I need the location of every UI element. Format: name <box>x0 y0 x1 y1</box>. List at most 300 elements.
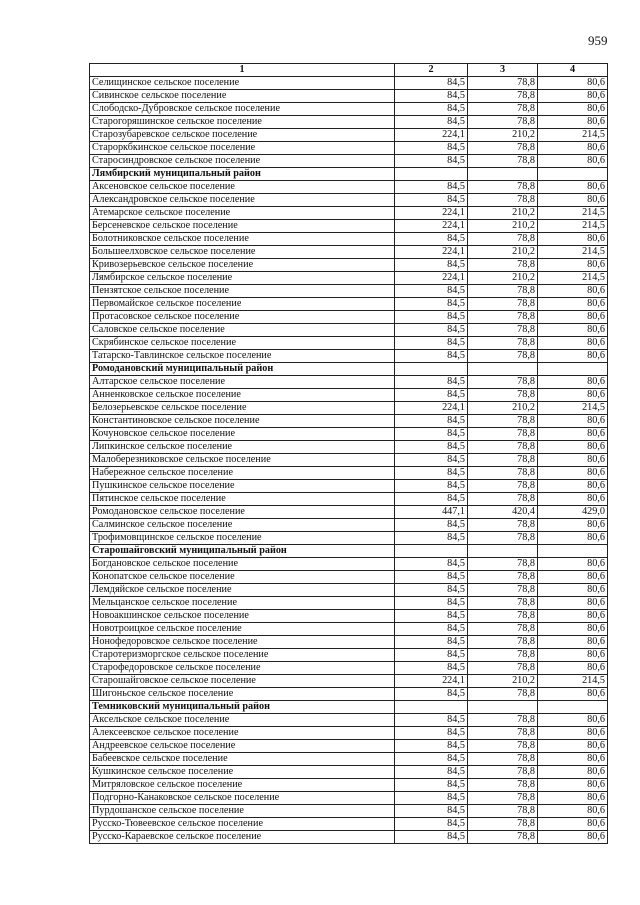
value-col-3: 78,8 <box>468 285 538 298</box>
table-row <box>90 415 608 428</box>
settlement-name: Старосиндровское сельское поселение <box>90 155 395 168</box>
settlement-name: Ромодановское сельское поселение <box>90 506 395 519</box>
settlement-name: Митряловское сельское поселение <box>90 779 395 792</box>
value-col-3: 78,8 <box>468 376 538 389</box>
value-col-4: 429,0 <box>538 506 608 519</box>
value-col-3: 78,8 <box>468 714 538 727</box>
settlement-name: Белозерьевское сельское поселение <box>90 402 395 415</box>
value-col-2: 84,5 <box>395 571 468 584</box>
table-row <box>90 506 608 519</box>
value-col-3: 78,8 <box>468 415 538 428</box>
table-row <box>90 181 608 194</box>
value-col-3: 78,8 <box>468 155 538 168</box>
settlement-name: Старотеризморгское сельское поселение <box>90 649 395 662</box>
value-col-3: 78,8 <box>468 493 538 506</box>
district-name: Лямбирский муниципальный район <box>90 168 395 181</box>
settlement-name: Андреевское сельское поселение <box>90 740 395 753</box>
value-col-3: 78,8 <box>468 116 538 129</box>
table-row <box>90 207 608 220</box>
table-row <box>90 519 608 532</box>
table-row <box>90 337 608 350</box>
value-col-2: 84,5 <box>395 805 468 818</box>
table-row <box>90 636 608 649</box>
settlement-name: Конопатское сельское поселение <box>90 571 395 584</box>
value-col-3: 78,8 <box>468 311 538 324</box>
value-col-2: 447,1 <box>395 506 468 519</box>
value-col-4: 80,6 <box>538 285 608 298</box>
settlement-name: Пурдошанское сельское поселение <box>90 805 395 818</box>
value-col-4: 80,6 <box>538 116 608 129</box>
value-col-4: 80,6 <box>538 454 608 467</box>
value-col-2: 84,5 <box>395 142 468 155</box>
value-col-4: 80,6 <box>538 805 608 818</box>
value-col-4: 80,6 <box>538 90 608 103</box>
table-row <box>90 766 608 779</box>
value-col-4: 80,6 <box>538 389 608 402</box>
value-col-2: 84,5 <box>395 428 468 441</box>
table-row <box>90 493 608 506</box>
value-col-4: 80,6 <box>538 571 608 584</box>
value-col-4: 80,6 <box>538 441 608 454</box>
value-col-2: 224,1 <box>395 246 468 259</box>
value-col-4: 80,6 <box>538 766 608 779</box>
value-col-3: 78,8 <box>468 441 538 454</box>
value-col-4: 80,6 <box>538 753 608 766</box>
settlement-name: Протасовское сельское поселение <box>90 311 395 324</box>
settlement-name: Александровское сельское поселение <box>90 194 395 207</box>
value-col-4: 80,6 <box>538 584 608 597</box>
settlement-name: Малоберезниковское сельское поселение <box>90 454 395 467</box>
settlement-name: Кривозерьевское сельское поселение <box>90 259 395 272</box>
value-col-4: 80,6 <box>538 298 608 311</box>
empty-cell <box>468 701 538 714</box>
settlement-name: Атемарское сельское поселение <box>90 207 395 220</box>
value-col-4: 80,6 <box>538 623 608 636</box>
value-col-3: 78,8 <box>468 805 538 818</box>
value-col-4: 80,6 <box>538 831 608 844</box>
table-row <box>90 233 608 246</box>
value-col-2: 84,5 <box>395 389 468 402</box>
column-header-2: 2 <box>395 64 468 77</box>
table-row <box>90 532 608 545</box>
settlement-name: Русско-Тювеевское сельское поселение <box>90 818 395 831</box>
value-col-3: 78,8 <box>468 571 538 584</box>
value-col-2: 84,5 <box>395 688 468 701</box>
value-col-4: 80,6 <box>538 415 608 428</box>
value-col-3: 78,8 <box>468 181 538 194</box>
value-col-4: 80,6 <box>538 610 608 623</box>
settlement-name: Подгорно-Канаковское сельское поселение <box>90 792 395 805</box>
table-row <box>90 272 608 285</box>
value-col-2: 84,5 <box>395 90 468 103</box>
table-row <box>90 428 608 441</box>
value-col-4: 214,5 <box>538 220 608 233</box>
settlement-name: Анненковское сельское поселение <box>90 389 395 402</box>
value-col-3: 78,8 <box>468 584 538 597</box>
table-row <box>90 610 608 623</box>
table-row <box>90 688 608 701</box>
table-row <box>90 77 608 90</box>
settlement-name: Большеелховское сельское поселение <box>90 246 395 259</box>
value-col-2: 84,5 <box>395 194 468 207</box>
value-col-4: 80,6 <box>538 532 608 545</box>
settlement-name: Набережное сельское поселение <box>90 467 395 480</box>
settlement-name: Трофимовщинское сельское поселение <box>90 532 395 545</box>
value-col-2: 84,5 <box>395 727 468 740</box>
table-row <box>90 441 608 454</box>
settlement-name: Русско-Караевское сельское поселение <box>90 831 395 844</box>
settlement-name: Константиновское сельское поселение <box>90 415 395 428</box>
table-row <box>90 285 608 298</box>
value-col-3: 78,8 <box>468 389 538 402</box>
settlement-name: Старофедоровское сельское поселение <box>90 662 395 675</box>
value-col-2: 84,5 <box>395 480 468 493</box>
column-header-1: 1 <box>90 64 395 77</box>
value-col-4: 80,6 <box>538 324 608 337</box>
value-col-3: 78,8 <box>468 688 538 701</box>
value-col-2: 84,5 <box>395 376 468 389</box>
table-row <box>90 376 608 389</box>
value-col-4: 80,6 <box>538 714 608 727</box>
district-name: Старошайговский муниципальный район <box>90 545 395 558</box>
table-row <box>90 792 608 805</box>
settlement-name: Нонофедоровское сельское поселение <box>90 636 395 649</box>
table-row <box>90 129 608 142</box>
empty-cell <box>538 545 608 558</box>
settlement-name: Болотниковское сельское поселение <box>90 233 395 246</box>
table-row <box>90 662 608 675</box>
settlement-name: Салминское сельское поселение <box>90 519 395 532</box>
value-col-2: 84,5 <box>395 779 468 792</box>
value-col-3: 210,2 <box>468 129 538 142</box>
value-col-4: 214,5 <box>538 207 608 220</box>
value-col-2: 84,5 <box>395 415 468 428</box>
value-col-4: 80,6 <box>538 77 608 90</box>
value-col-4: 214,5 <box>538 272 608 285</box>
value-col-4: 80,6 <box>538 428 608 441</box>
settlement-name: Аксеновское сельское поселение <box>90 181 395 194</box>
value-col-3: 78,8 <box>468 792 538 805</box>
value-col-3: 78,8 <box>468 519 538 532</box>
value-col-2: 84,5 <box>395 714 468 727</box>
value-col-2: 84,5 <box>395 441 468 454</box>
value-col-3: 78,8 <box>468 597 538 610</box>
value-col-4: 80,6 <box>538 311 608 324</box>
table-row <box>90 584 608 597</box>
table-row <box>90 597 608 610</box>
value-col-2: 84,5 <box>395 636 468 649</box>
value-col-3: 78,8 <box>468 532 538 545</box>
district-row <box>90 168 608 181</box>
settlement-name: Алексеевское сельское поселение <box>90 727 395 740</box>
settlement-name: Старогоряшинское сельское поселение <box>90 116 395 129</box>
settlement-name: Пензятское сельское поселение <box>90 285 395 298</box>
value-col-2: 84,5 <box>395 467 468 480</box>
value-col-3: 78,8 <box>468 233 538 246</box>
settlement-name: Кочуновское сельское поселение <box>90 428 395 441</box>
empty-cell <box>395 363 468 376</box>
table-row <box>90 480 608 493</box>
value-col-3: 78,8 <box>468 818 538 831</box>
value-col-4: 80,6 <box>538 597 608 610</box>
value-col-3: 78,8 <box>468 649 538 662</box>
value-col-4: 214,5 <box>538 246 608 259</box>
settlement-name: Староркбкинское сельское поселение <box>90 142 395 155</box>
empty-cell <box>468 168 538 181</box>
value-col-3: 420,4 <box>468 506 538 519</box>
district-name: Ромодановский муниципальный район <box>90 363 395 376</box>
value-col-2: 84,5 <box>395 766 468 779</box>
value-col-2: 84,5 <box>395 831 468 844</box>
value-col-3: 210,2 <box>468 402 538 415</box>
district-name: Темниковский муниципальный район <box>90 701 395 714</box>
value-col-3: 78,8 <box>468 90 538 103</box>
value-col-4: 214,5 <box>538 129 608 142</box>
settlement-name: Кушкинское сельское поселение <box>90 766 395 779</box>
value-col-2: 84,5 <box>395 155 468 168</box>
value-col-2: 84,5 <box>395 623 468 636</box>
value-col-4: 80,6 <box>538 350 608 363</box>
settlement-name: Новотроицкое сельское поселение <box>90 623 395 636</box>
value-col-3: 210,2 <box>468 220 538 233</box>
value-col-4: 80,6 <box>538 194 608 207</box>
column-header-3: 3 <box>468 64 538 77</box>
settlement-name: Татарско-Тавлинское сельское поселение <box>90 350 395 363</box>
value-col-4: 214,5 <box>538 675 608 688</box>
value-col-2: 84,5 <box>395 233 468 246</box>
settlement-name: Старошайговское сельское поселение <box>90 675 395 688</box>
settlement-name: Лемдяйское сельское поселение <box>90 584 395 597</box>
value-col-4: 80,6 <box>538 103 608 116</box>
value-col-3: 78,8 <box>468 324 538 337</box>
empty-cell <box>395 168 468 181</box>
settlement-name: Бабеевское сельское поселение <box>90 753 395 766</box>
table-row <box>90 402 608 415</box>
budget-table <box>89 63 608 844</box>
value-col-3: 78,8 <box>468 831 538 844</box>
value-col-2: 84,5 <box>395 324 468 337</box>
value-col-4: 80,6 <box>538 636 608 649</box>
value-col-3: 78,8 <box>468 142 538 155</box>
page-number: 959 <box>588 33 608 48</box>
value-col-2: 84,5 <box>395 454 468 467</box>
table-row <box>90 324 608 337</box>
value-col-2: 84,5 <box>395 532 468 545</box>
settlement-name: Богдановское сельское поселение <box>90 558 395 571</box>
table-row <box>90 350 608 363</box>
empty-cell <box>538 363 608 376</box>
value-col-3: 78,8 <box>468 662 538 675</box>
value-col-3: 78,8 <box>468 779 538 792</box>
value-col-3: 78,8 <box>468 610 538 623</box>
table-row <box>90 805 608 818</box>
table-header-row <box>90 64 608 77</box>
settlement-name: Пушкинское сельское поселение <box>90 480 395 493</box>
settlement-name: Слободско-Дубровское сельское поселение <box>90 103 395 116</box>
table-row <box>90 571 608 584</box>
table-row <box>90 246 608 259</box>
value-col-2: 84,5 <box>395 584 468 597</box>
value-col-2: 224,1 <box>395 675 468 688</box>
value-col-2: 84,5 <box>395 597 468 610</box>
value-col-2: 84,5 <box>395 558 468 571</box>
value-col-3: 78,8 <box>468 740 538 753</box>
value-col-2: 84,5 <box>395 77 468 90</box>
empty-cell <box>538 701 608 714</box>
settlement-name: Первомайское сельское поселение <box>90 298 395 311</box>
value-col-4: 80,6 <box>538 649 608 662</box>
value-col-4: 80,6 <box>538 727 608 740</box>
value-col-4: 80,6 <box>538 493 608 506</box>
settlement-name: Мельцанское сельское поселение <box>90 597 395 610</box>
value-col-3: 210,2 <box>468 675 538 688</box>
value-col-3: 78,8 <box>468 766 538 779</box>
value-col-4: 80,6 <box>538 740 608 753</box>
value-col-4: 80,6 <box>538 142 608 155</box>
empty-cell <box>395 701 468 714</box>
value-col-2: 84,5 <box>395 493 468 506</box>
value-col-3: 78,8 <box>468 259 538 272</box>
table-row <box>90 649 608 662</box>
empty-cell <box>395 545 468 558</box>
value-col-2: 84,5 <box>395 649 468 662</box>
settlement-name: Шигоньское сельское поселение <box>90 688 395 701</box>
value-col-2: 224,1 <box>395 129 468 142</box>
table-row <box>90 623 608 636</box>
value-col-4: 80,6 <box>538 662 608 675</box>
district-row <box>90 545 608 558</box>
value-col-2: 84,5 <box>395 792 468 805</box>
value-col-2: 84,5 <box>395 610 468 623</box>
table-row <box>90 389 608 402</box>
value-col-4: 80,6 <box>538 480 608 493</box>
table-row <box>90 194 608 207</box>
value-col-2: 84,5 <box>395 350 468 363</box>
value-col-4: 80,6 <box>538 467 608 480</box>
value-col-2: 84,5 <box>395 311 468 324</box>
table-row <box>90 220 608 233</box>
settlement-name: Лямбирское сельское поселение <box>90 272 395 285</box>
settlement-name: Скрябинское сельское поселение <box>90 337 395 350</box>
table-row <box>90 675 608 688</box>
value-col-2: 84,5 <box>395 116 468 129</box>
value-col-3: 78,8 <box>468 467 538 480</box>
value-col-2: 84,5 <box>395 298 468 311</box>
table-row <box>90 753 608 766</box>
value-col-2: 224,1 <box>395 272 468 285</box>
value-col-2: 84,5 <box>395 337 468 350</box>
table-row <box>90 90 608 103</box>
value-col-3: 78,8 <box>468 623 538 636</box>
value-col-4: 80,6 <box>538 233 608 246</box>
column-header-4: 4 <box>538 64 608 77</box>
value-col-3: 210,2 <box>468 246 538 259</box>
table-row <box>90 779 608 792</box>
settlement-name: Берсеневское сельское поселение <box>90 220 395 233</box>
settlement-name: Липкинское сельское поселение <box>90 441 395 454</box>
table-row <box>90 831 608 844</box>
value-col-3: 210,2 <box>468 272 538 285</box>
value-col-3: 78,8 <box>468 454 538 467</box>
table-row <box>90 818 608 831</box>
value-col-3: 78,8 <box>468 194 538 207</box>
value-col-4: 80,6 <box>538 779 608 792</box>
value-col-4: 80,6 <box>538 337 608 350</box>
settlement-name: Сивинское сельское поселение <box>90 90 395 103</box>
value-col-4: 80,6 <box>538 519 608 532</box>
value-col-2: 84,5 <box>395 519 468 532</box>
empty-cell <box>468 545 538 558</box>
table-row <box>90 454 608 467</box>
value-col-2: 224,1 <box>395 220 468 233</box>
table-row <box>90 558 608 571</box>
value-col-3: 78,8 <box>468 558 538 571</box>
value-col-4: 80,6 <box>538 155 608 168</box>
table-row <box>90 467 608 480</box>
settlement-name: Аксельское сельское поселение <box>90 714 395 727</box>
value-col-3: 78,8 <box>468 753 538 766</box>
table-row <box>90 155 608 168</box>
value-col-2: 224,1 <box>395 207 468 220</box>
value-col-3: 210,2 <box>468 207 538 220</box>
value-col-4: 80,6 <box>538 688 608 701</box>
value-col-3: 78,8 <box>468 727 538 740</box>
value-col-3: 78,8 <box>468 636 538 649</box>
settlement-name: Новоакшинское сельское поселение <box>90 610 395 623</box>
value-col-3: 78,8 <box>468 337 538 350</box>
table-row <box>90 298 608 311</box>
district-row <box>90 363 608 376</box>
empty-cell <box>538 168 608 181</box>
value-col-4: 80,6 <box>538 181 608 194</box>
table-row <box>90 142 608 155</box>
value-col-2: 84,5 <box>395 285 468 298</box>
value-col-2: 84,5 <box>395 740 468 753</box>
value-col-4: 80,6 <box>538 376 608 389</box>
table-row <box>90 259 608 272</box>
empty-cell <box>468 363 538 376</box>
value-col-2: 84,5 <box>395 818 468 831</box>
settlement-name: Пятинское сельское поселение <box>90 493 395 506</box>
value-col-2: 84,5 <box>395 103 468 116</box>
value-col-2: 84,5 <box>395 259 468 272</box>
value-col-3: 78,8 <box>468 103 538 116</box>
settlement-name: Алтарское сельское поселение <box>90 376 395 389</box>
table-row <box>90 727 608 740</box>
value-col-3: 78,8 <box>468 428 538 441</box>
value-col-3: 78,8 <box>468 480 538 493</box>
table-row <box>90 103 608 116</box>
district-row <box>90 701 608 714</box>
table-row <box>90 311 608 324</box>
value-col-4: 80,6 <box>538 792 608 805</box>
value-col-2: 224,1 <box>395 402 468 415</box>
value-col-2: 84,5 <box>395 662 468 675</box>
value-col-4: 214,5 <box>538 402 608 415</box>
table-body <box>90 77 608 844</box>
settlement-name: Селищинское сельское поселение <box>90 77 395 90</box>
value-col-2: 84,5 <box>395 753 468 766</box>
value-col-2: 84,5 <box>395 181 468 194</box>
table-row <box>90 740 608 753</box>
value-col-4: 80,6 <box>538 818 608 831</box>
value-col-3: 78,8 <box>468 77 538 90</box>
settlement-name: Саловское сельское поселение <box>90 324 395 337</box>
table-row <box>90 116 608 129</box>
value-col-4: 80,6 <box>538 259 608 272</box>
value-col-3: 78,8 <box>468 298 538 311</box>
value-col-3: 78,8 <box>468 350 538 363</box>
